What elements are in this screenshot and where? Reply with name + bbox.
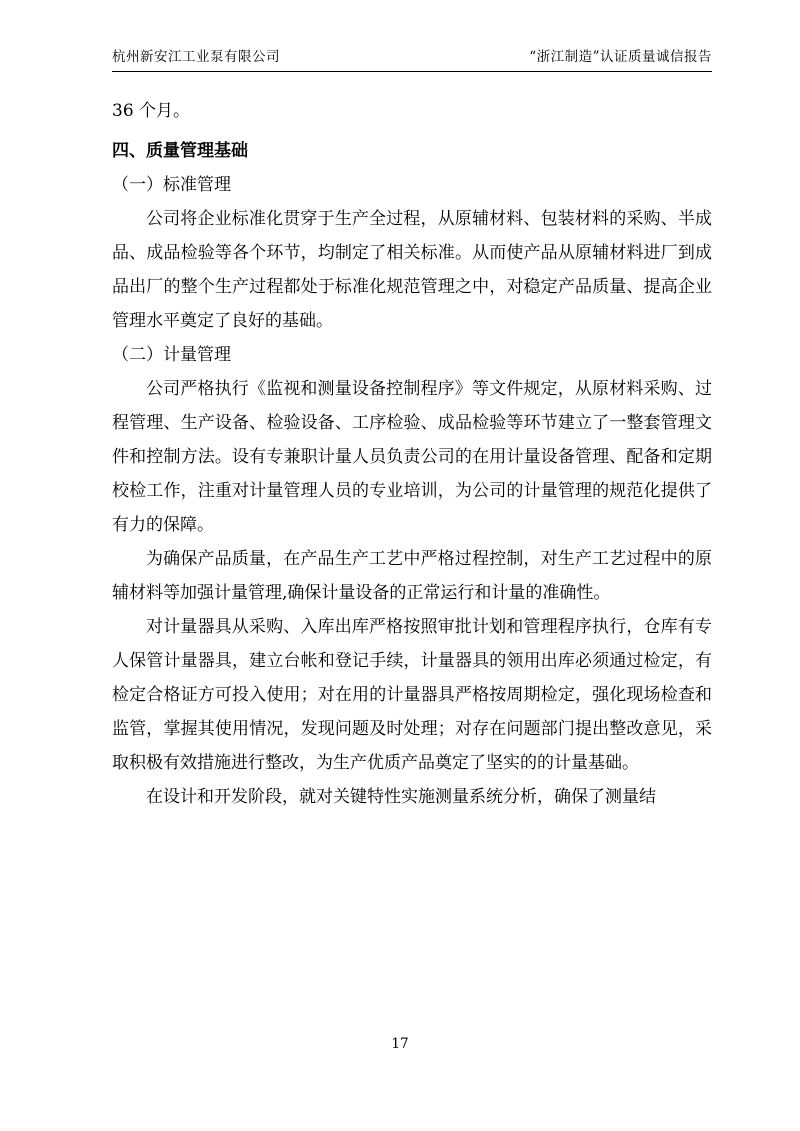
body-text bbox=[112, 94, 712, 814]
section-heading-quality-management-basis: 四、质量管理基础 bbox=[112, 140, 248, 161]
paragraph-duration: 36 个月。 bbox=[112, 100, 191, 121]
page-number: 17 bbox=[391, 1036, 409, 1052]
paragraph-standardization: 公司将企业标准化贯穿于生产全过程，从原辅材料、包装材料的采购、半成品、成品检验等各个环节，均制定了相关标准。从而使产品从原辅材料进厂到成品出厂的整个生产过程都处于标准化规范管理之中，对稳定产品质量、提高企业管理水平奠定了良好的基础。 bbox=[112, 208, 712, 331]
header-company-name: 杭州新安江工业泵有限公司 bbox=[112, 49, 280, 65]
paragraph-design-development-msa: 在设计和开发阶段，就对关键特性实施测量系统分析，确保了测量结 bbox=[146, 786, 656, 807]
subsection-metrology-management: （二）计量管理 bbox=[112, 344, 231, 365]
page-content bbox=[112, 48, 712, 814]
paragraph-process-control: 为确保产品质量，在产品生产工艺中严格过程控制，对生产工艺过程中的原辅材料等加强计量管理,确保计量设备的正常运行和计量的准确性。 bbox=[112, 548, 712, 603]
paragraph-instrument-management: 对计量器具从采购、入库出库严格按照审批计划和管理程序执行，仓库有专人保管计量器具，建立台帐和登记手续，计量器具的领用出库必须通过检定，有检定合格证方可投入使用；对在用的计量器具严格按周期检定，强化现场检查和监管，掌握其使用情况，发现问题及时处理；对存在问题部门提出整改意见，采取积极有效措施进行整改，为生产优质产品奠定了坚实的的计量基础。 bbox=[112, 616, 712, 773]
paragraph-measurement-control-procedure: 公司严格执行《监视和测量设备控制程序》等文件规定，从原材料采购、过程管理、生产设备、检验设备、工序检验、成品检验等环节建立了一整套管理文件和控制方法。设有专兼职计量人员负责公司的在用计量设备管理、配备和定期校检工作，注重对计量管理人员的专业培训，为公司的计量管理的规范化提供了有力的保障。 bbox=[112, 378, 712, 535]
header-report-title: “浙江制造”认证质量诚信报告 bbox=[529, 49, 712, 65]
header-divider bbox=[112, 71, 712, 72]
subsection-standard-management: （一）标准管理 bbox=[112, 174, 231, 195]
page-header bbox=[112, 48, 712, 71]
